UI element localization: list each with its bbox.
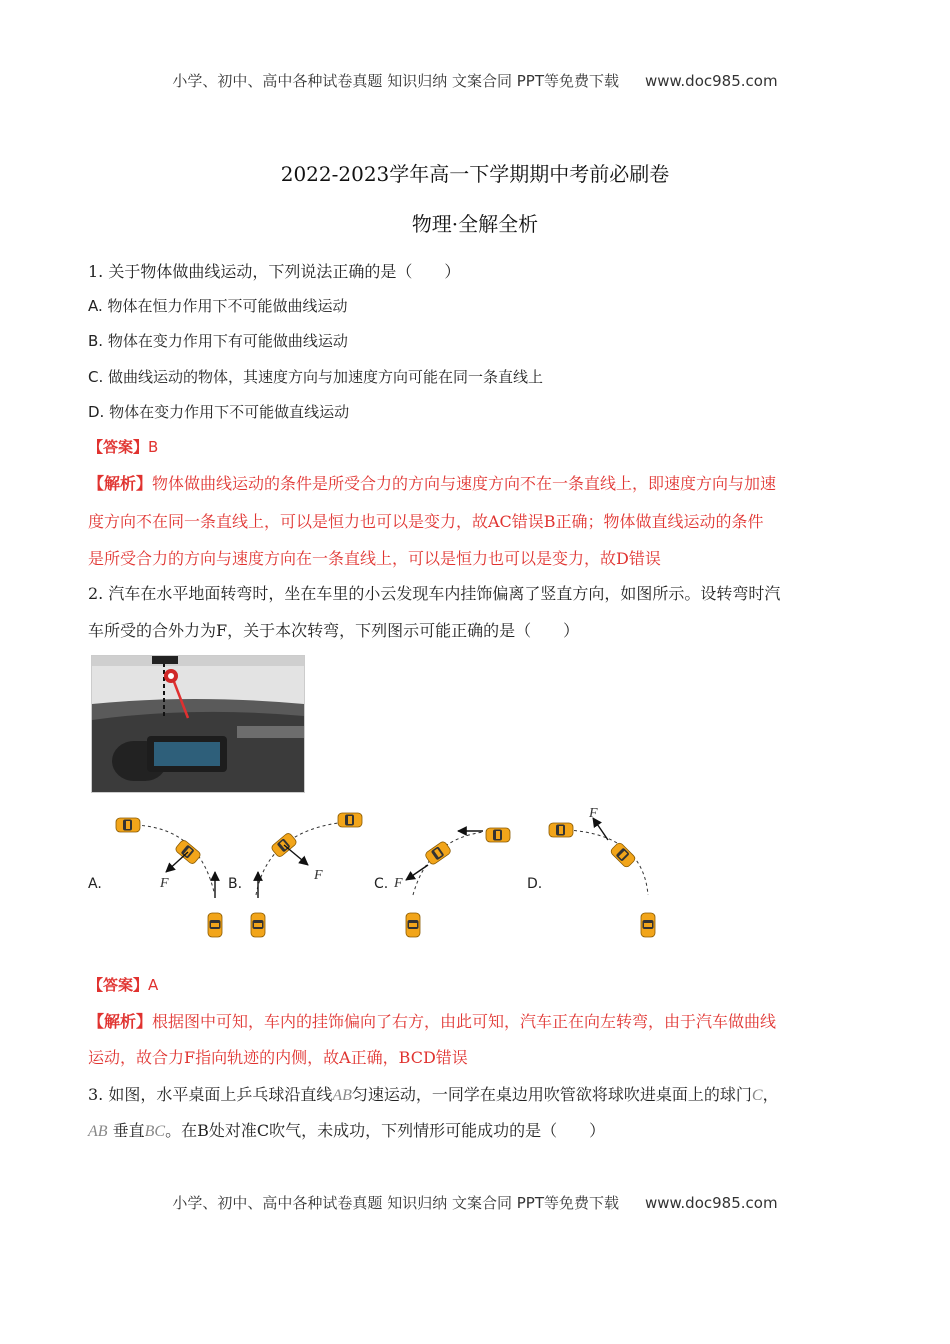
page-header <box>0 70 950 91</box>
car-interior-photo <box>91 655 305 793</box>
force-label-d: F <box>589 806 598 821</box>
footer-url[interactable]: www.doc985.com <box>644 1194 778 1212</box>
q1-answer-tag: 【答案】 <box>88 438 149 456</box>
q3-segment-ab-2: AB <box>88 1123 108 1140</box>
q3-segment-ab: AB <box>332 1087 352 1104</box>
q3-point-c: C <box>751 1087 763 1104</box>
q3-segment-bc: BC <box>144 1123 166 1140</box>
q1-stem: 1. 关于物体做曲线运动，下列说法正确的是（ ） <box>88 262 461 281</box>
force-label-a: F <box>160 876 169 891</box>
q3-stem-line-1: 3. 如图，水平桌面上乒乓球沿直线AB匀速运动，一同学在桌边用吹管欲将球吹进桌面上的球门C， <box>88 1085 779 1104</box>
document-subtitle: 物理·全解全析 <box>411 212 539 236</box>
option-c-diagram <box>406 828 510 937</box>
q1-option-c: C. 做曲线运动的物体，其速度方向与加速度方向可能在同一条直线上 <box>88 368 544 386</box>
q2-answer-value: A <box>148 976 159 994</box>
q1-option-a: A. 物体在恒力作用下不可能做曲线运动 <box>88 297 348 315</box>
document-title: 2022-2023学年高一下学期期中考前必刷卷 <box>280 162 670 186</box>
header-text: 小学、初中、高中各种试卷真题 知识归纳 文案合同 PPT等免费下载 <box>172 72 619 90</box>
q2-stem-line-1: 2. 汽车在水平地面转弯时，坐在车里的小云发现车内挂饰偏离了竖直方向，如图所示。设转弯时汽 <box>88 584 781 603</box>
q1-analysis-line-2: 度方向不在同一条直线上，可以是恒力也可以是变力，故AC错误B正确；物体做直线运动的条件 <box>88 512 764 531</box>
q1-option-b: B. 物体在变力作用下有可能做曲线运动 <box>88 332 348 350</box>
q2-option-d-label: D. <box>527 876 543 892</box>
q2-answer-tag: 【答案】 <box>88 976 149 994</box>
page-footer <box>0 1192 950 1213</box>
q1-analysis-line-3: 是所受合力的方向与速度方向在一条直线上，可以是恒力也可以是变力，故D错误 <box>88 549 661 568</box>
q2-analysis-tag: 【解析】 <box>88 1012 153 1031</box>
option-d-diagram <box>549 818 655 937</box>
footer-text: 小学、初中、高中各种试卷真题 知识归纳 文案合同 PPT等免费下载 <box>172 1194 619 1212</box>
q2-option-c-label: C. <box>374 876 389 892</box>
q1-answer-value: B <box>148 438 159 456</box>
q1-analysis-line-1: 【解析】物体做曲线运动的条件是所受合力的方向与速度方向不在一条直线上，即速度方向与加速 <box>88 474 777 493</box>
q1-analysis-tag: 【解析】 <box>88 474 153 493</box>
q1-answer <box>88 436 158 457</box>
q2-option-a-label: A. <box>88 876 102 892</box>
option-b-diagram <box>251 813 362 937</box>
q2-analysis-line-1: 【解析】根据图中可知，车内的挂饰偏向了右方，由此可知，汽车正在向左转弯，由于汽车做曲线 <box>88 1012 777 1031</box>
force-label-c: F <box>394 876 403 891</box>
force-label-b: F <box>314 868 323 883</box>
q2-analysis-line-2: 运动，故合力F指向轨迹的内侧，故A正确，BCD错误 <box>88 1048 468 1067</box>
option-a-diagram <box>116 818 222 937</box>
q1-option-d: D. 物体在变力作用下不可能做直线运动 <box>88 403 350 421</box>
q2-stem-line-2: 车所受的合外力为F，关于本次转弯，下列图示可能正确的是（ ） <box>88 621 580 640</box>
q2-answer <box>88 974 158 995</box>
header-url[interactable]: www.doc985.com <box>644 72 778 90</box>
q2-option-b-label: B. <box>228 876 243 892</box>
q3-stem-line-2: AB 垂直BC。在B处对准C吹气，未成功，下列情形可能成功的是（ ） <box>88 1121 606 1140</box>
